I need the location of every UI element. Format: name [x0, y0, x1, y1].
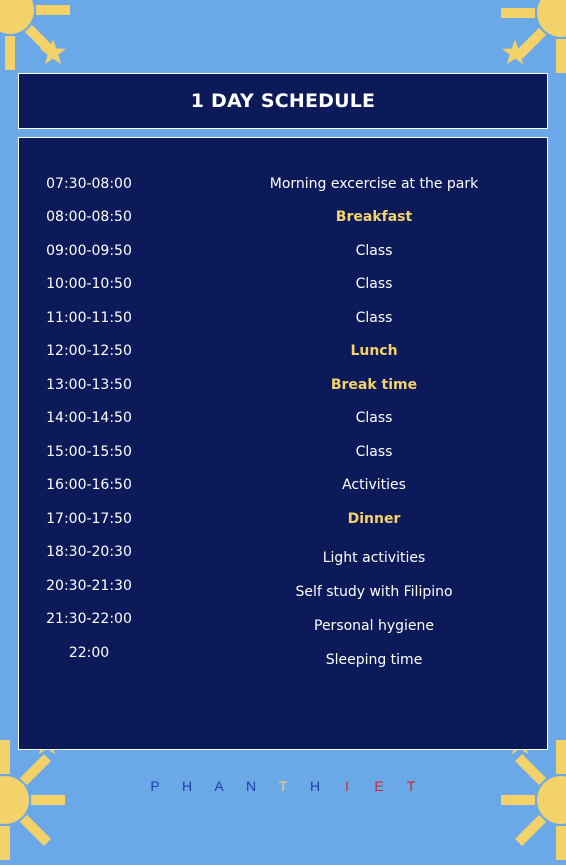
schedule-activity: Light activities — [322, 550, 426, 566]
brand-letter: E — [374, 778, 384, 794]
schedule-activity: Class — [355, 276, 393, 292]
schedule-time: 22:00 — [68, 645, 110, 661]
schedule-activity: Class — [355, 410, 393, 426]
star-icon — [500, 38, 530, 68]
schedule-time: 18:30-20:30 — [46, 544, 132, 560]
schedule-activity: Class — [355, 243, 393, 259]
schedule-time: 07:30-08:00 — [46, 176, 132, 192]
star-icon — [38, 38, 68, 68]
title-banner — [18, 73, 548, 129]
schedule-time: 17:00-17:50 — [46, 511, 132, 527]
schedule-time: 09:00-09:50 — [46, 243, 132, 259]
schedule-activity: Self study with Filipino — [295, 584, 453, 600]
schedule-activity: Personal hygiene — [314, 618, 434, 634]
schedule-activity: Activities — [342, 477, 406, 493]
schedule-time: 14:00-14:50 — [46, 410, 132, 426]
schedule-activity: Break time — [330, 377, 418, 393]
brand-letter: A — [214, 778, 224, 794]
schedule-activity: Class — [355, 310, 393, 326]
schedule-time: 13:00-13:50 — [46, 377, 132, 393]
page-title: 1 DAY SCHEDULE — [190, 90, 376, 112]
schedule-time: 08:00-08:50 — [46, 209, 132, 225]
schedule-activity: Breakfast — [335, 209, 413, 225]
schedule-activity: Dinner — [347, 511, 401, 527]
schedule-activity: Class — [355, 444, 393, 460]
schedule-activity: Sleeping time — [325, 652, 423, 668]
brand-letter: I — [345, 778, 349, 794]
brand-wordmark — [0, 776, 566, 796]
brand-letter: T — [406, 778, 416, 794]
brand-letter: T — [278, 778, 288, 794]
schedule-time: 20:30-21:30 — [46, 578, 132, 594]
schedule-time: 12:00-12:50 — [46, 343, 132, 359]
schedule-panel — [18, 137, 548, 750]
schedule-time: 16:00-16:50 — [46, 477, 132, 493]
schedule-time: 21:30-22:00 — [46, 611, 132, 627]
brand-letter: N — [245, 778, 257, 794]
schedule-activity: Morning excercise at the park — [269, 176, 479, 192]
brand-letter: H — [309, 778, 321, 794]
schedule-activity: Lunch — [350, 343, 398, 359]
brand-letter: P — [150, 778, 160, 794]
brand-letter: H — [181, 778, 193, 794]
schedule-time: 10:00-10:50 — [46, 276, 132, 292]
schedule-time: 11:00-11:50 — [46, 310, 132, 326]
schedule-time: 15:00-15:50 — [46, 444, 132, 460]
